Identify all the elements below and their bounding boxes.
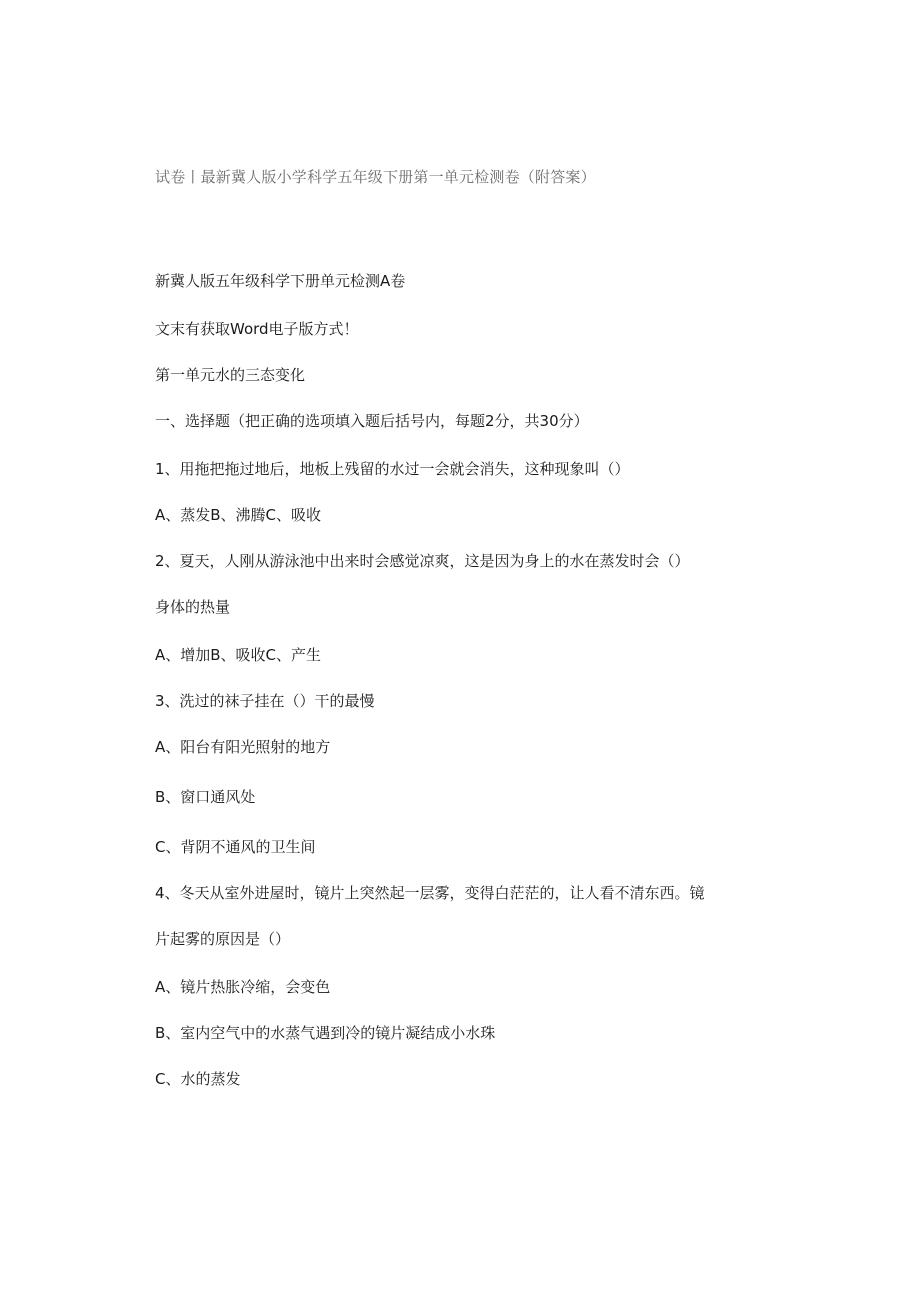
- word-version-note: 文末有获取Word电子版方式！: [155, 320, 359, 338]
- question-4-option-a: A、镜片热胀冷缩，会变色: [155, 978, 331, 996]
- question-4: 4、冬天从室外进屋时，镜片上突然起一层雾，变得白茫茫的，让人看不清东西。镜: [155, 884, 705, 902]
- question-3-option-b: B、窗口通风处: [155, 788, 256, 806]
- document-header-title: 试卷丨最新冀人版小学科学五年级下册第一单元检测卷（附答案）: [155, 168, 596, 186]
- question-1: 1、用拖把拖过地后，地板上残留的水过一会就会消失，这种现象叫（）: [155, 460, 630, 478]
- question-4-continued: 片起雾的原因是（）: [155, 930, 291, 948]
- question-3-option-c: C、背阴不通风的卫生间: [155, 838, 316, 856]
- question-1-options: A、蒸发B、沸腾C、吸收: [155, 506, 322, 524]
- question-4-option-b: B、室内空气中的水蒸气遇到冷的镜片凝结成小水珠: [155, 1024, 496, 1042]
- question-4-option-c: C、水的蒸发: [155, 1070, 241, 1088]
- exam-title: 新冀人版五年级科学下册单元检测A卷: [155, 272, 406, 290]
- section-heading: 一、选择题（把正确的选项填入题后括号内，每题2分，共30分）: [155, 412, 589, 430]
- question-2-continued: 身体的热量: [155, 598, 231, 616]
- question-2-options: A、增加B、吸收C、产生: [155, 646, 322, 664]
- question-3-option-a: A、阳台有阳光照射的地方: [155, 738, 331, 756]
- question-2: 2、夏天，人刚从游泳池中出来时会感觉凉爽，这是因为身上的水在蒸发时会（）: [155, 552, 690, 570]
- question-3: 3、洗过的袜子挂在（）干的最慢: [155, 692, 375, 710]
- unit-title: 第一单元水的三态变化: [155, 366, 306, 384]
